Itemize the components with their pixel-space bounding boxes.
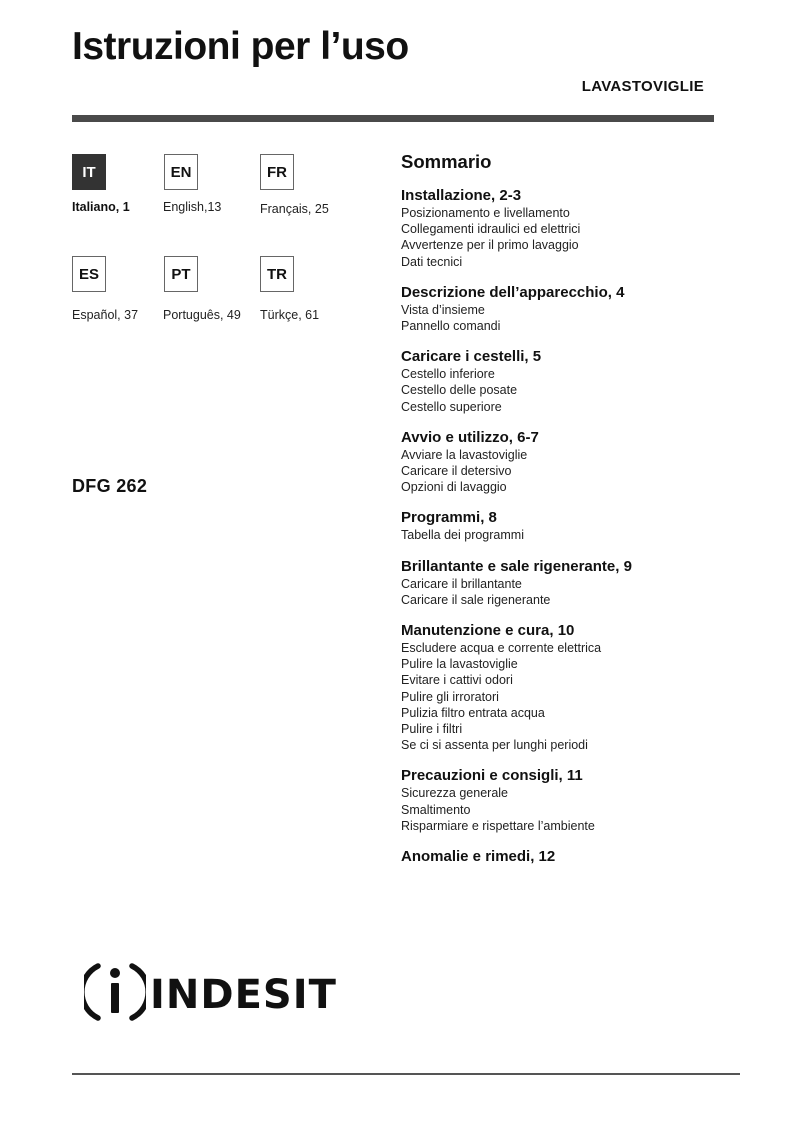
toc-item[interactable]: Cestello superiore <box>401 399 502 414</box>
toc-section <box>401 283 781 334</box>
lang-code: ES <box>78 265 99 283</box>
toc-section-title[interactable]: Manutenzione e cura, 10 <box>401 622 575 640</box>
lang-caption-es[interactable]: Español, 37 <box>72 308 139 322</box>
lang-box-fr[interactable] <box>260 154 294 190</box>
indesit-i-logo-icon <box>84 960 146 1024</box>
toc-section-title[interactable]: Anomalie e rimedi, 12 <box>401 848 556 866</box>
toc-section-title[interactable]: Installazione, 2-3 <box>401 187 522 204</box>
lang-caption-en[interactable]: English,13 <box>163 200 222 214</box>
toc-item[interactable]: Cestello delle posate <box>401 383 518 398</box>
product-category: LAVASTOVIGLIE <box>581 78 704 95</box>
toc-item[interactable]: Pulire la lavastoviglie <box>401 657 518 672</box>
toc-item[interactable]: Escludere acqua e corrente elettrica <box>401 641 602 656</box>
toc-section-title[interactable]: Descrizione dell’apparecchio, 4 <box>401 283 625 301</box>
toc-section <box>401 508 781 543</box>
lang-code: EN <box>170 163 192 181</box>
toc-item[interactable]: Caricare il brillantante <box>401 576 522 591</box>
toc-section <box>401 347 781 415</box>
lang-code: PT <box>171 265 191 283</box>
table-of-contents <box>401 150 781 879</box>
toc-item[interactable]: Caricare il sale rigenerante <box>401 592 551 607</box>
toc-item[interactable]: Vista d’insieme <box>401 302 485 317</box>
document-title: Istruzioni per l’uso <box>72 25 409 68</box>
lang-code: IT <box>82 163 96 181</box>
toc-item[interactable]: Pulire gli irroratori <box>401 689 499 704</box>
toc-item[interactable]: Cestello inferiore <box>401 367 495 382</box>
toc-heading: Sommario <box>401 151 492 172</box>
toc-item[interactable]: Avviare la lavastoviglie <box>401 447 528 462</box>
toc-section-title[interactable]: Precauzioni e consigli, 11 <box>401 767 583 785</box>
toc-section <box>401 428 781 496</box>
lang-box-pt[interactable] <box>164 256 198 292</box>
toc-item[interactable]: Tabella dei programmi <box>401 528 524 543</box>
toc-section <box>401 621 781 753</box>
toc-section-title[interactable]: Avvio e utilizzo, 6-7 <box>401 428 539 446</box>
toc-item[interactable]: Evitare i cattivi odori <box>401 673 513 688</box>
toc-item[interactable]: Sicurezza generale <box>401 786 509 801</box>
toc-section <box>401 847 781 866</box>
toc-item[interactable]: Smaltimento <box>401 802 471 817</box>
toc-item[interactable]: Caricare il detersivo <box>401 464 512 479</box>
toc-section-title[interactable]: Caricare i cestelli, 5 <box>401 348 542 366</box>
toc-item[interactable]: Collegamenti idraulici ed elettrici <box>401 222 581 237</box>
lang-box-it[interactable] <box>72 154 106 190</box>
toc-item[interactable]: Se ci si assenta per lunghi periodi <box>401 738 588 753</box>
lang-caption-tr[interactable]: Türkçe, 61 <box>260 308 320 322</box>
lang-caption-pt[interactable]: Português, 49 <box>163 308 241 322</box>
lang-caption-it[interactable]: Italiano, 1 <box>72 200 130 214</box>
toc-item[interactable]: Pannello comandi <box>401 319 501 334</box>
toc-section-title[interactable]: Programmi, 8 <box>401 509 497 527</box>
toc-section <box>401 557 781 608</box>
lang-box-es[interactable] <box>72 256 106 292</box>
header-divider <box>72 115 714 122</box>
toc-item[interactable]: Risparmiare e rispettare l’ambiente <box>401 818 595 833</box>
lang-box-en[interactable] <box>164 154 198 190</box>
toc-section-title[interactable]: Brillantante e sale rigenerante, 9 <box>401 557 632 575</box>
model-number: DFG 262 <box>72 476 148 496</box>
toc-item[interactable]: Avvertenze per il primo lavaggio <box>401 238 579 253</box>
toc-item[interactable]: Opzioni di lavaggio <box>401 480 507 495</box>
toc-item[interactable]: Dati tecnici <box>401 254 463 269</box>
toc-item[interactable]: Pulire i filtri <box>401 722 463 737</box>
toc-section <box>401 186 781 270</box>
lang-code: TR <box>267 265 287 283</box>
lang-code: FR <box>267 163 287 181</box>
toc-item[interactable]: Posizionamento e livellamento <box>401 206 570 220</box>
logo-wordmark: INDESIT <box>150 972 337 1018</box>
lang-box-tr[interactable] <box>260 256 294 292</box>
toc-item[interactable]: Pulizia filtro entrata acqua <box>401 705 545 720</box>
footer-divider <box>72 1073 740 1075</box>
indesit-logo <box>84 960 337 1024</box>
toc-sections <box>401 186 781 866</box>
lang-caption-fr[interactable]: Français, 25 <box>260 202 329 216</box>
toc-section <box>401 766 781 834</box>
